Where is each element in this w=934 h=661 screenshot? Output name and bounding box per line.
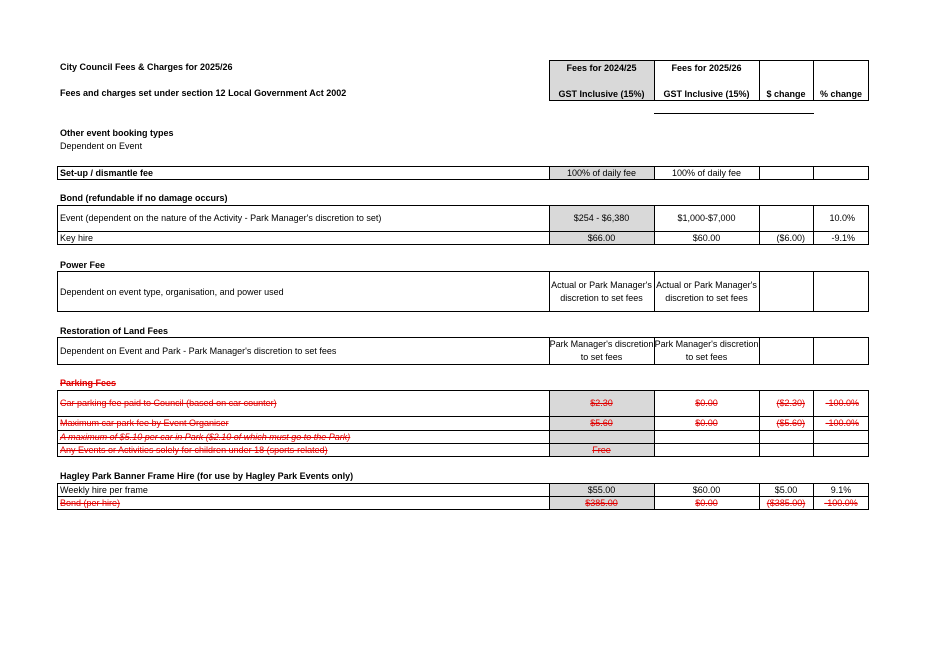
table-row-dollar-change: ($2.30)	[776, 398, 805, 408]
table-row-dollar-change: $5.00	[774, 484, 798, 495]
table-row-label: Key hire	[60, 233, 94, 243]
table-row-dollar-change: ($6.00)	[776, 233, 805, 243]
table-row-fee-2025: $0.00	[695, 398, 718, 408]
table-row-label: Event (dependent on the nature of the Activity - Park Manager's discretion to set)	[60, 213, 382, 223]
table-row-dollar-change: ($5.60)	[776, 418, 805, 428]
other-events-heading: Other event booking types	[60, 128, 174, 138]
table-row-fee-2025: $60.00	[692, 484, 721, 495]
table-row-label: Bond (per hire)	[60, 498, 121, 508]
table-row-pct-change: -100.0%	[825, 398, 859, 408]
table-row-label: Car parking fee paid to Council (based on car counter)	[60, 398, 277, 408]
table-row-fee-2024: $55.00	[587, 484, 616, 495]
power-fee-2025: Actual or Park Manager's discretion to set fees	[656, 279, 757, 303]
page-subtitle: Fees and charges set under section 12 Local Government Act 2002	[60, 88, 347, 98]
table-row-fee-2024: $5.60	[590, 418, 613, 428]
col-fees-2024: Fees for 2024/25	[566, 62, 637, 73]
restoration-fee-2024: Park Manager's discretion to set fees	[549, 339, 654, 362]
setup-label: Set-up / dismantle fee	[60, 168, 154, 178]
setup-fee-2025: 100% of daily fee	[671, 168, 742, 178]
table-row-fee-2025: $0.00	[695, 498, 718, 508]
table-row-fee-2024: $254 - $6,380	[573, 213, 630, 223]
table-row-fee-2024: $385.00	[585, 498, 618, 508]
table-row-fee-2025: $1,000-$7,000	[677, 213, 736, 223]
restoration-label: Dependent on Event and Park - Park Manager's discretion to set fees	[60, 346, 337, 356]
power-fee-2024: Actual or Park Manager's discretion to set fees	[551, 279, 652, 303]
table-row-fee-2025: $0.00	[695, 418, 718, 428]
other-events-note: Dependent on Event	[60, 141, 143, 151]
table-row-fee-2024: $66.00	[587, 233, 616, 243]
table-row-pct-change: -100.0%	[824, 498, 858, 508]
parking-heading: Parking Fees	[60, 378, 117, 388]
bond-heading: Bond (refundable if no damage occurs)	[60, 193, 228, 203]
restoration-fee-2025: Park Manager's discretion to set fees	[654, 339, 759, 362]
power-heading: Power Fee	[60, 260, 106, 270]
col-dollar-change: $ change	[766, 89, 806, 99]
table-row-fee-2025: $60.00	[692, 233, 721, 243]
col-fees-2025: Fees for 2025/26	[671, 62, 742, 73]
banner-heading: Hagley Park Banner Frame Hire (for use by Hagley Park Events only)	[60, 471, 354, 481]
setup-fee-2024: 100% of daily fee	[566, 168, 637, 178]
table-row-label: Weekly hire per frame	[60, 484, 148, 495]
table-row-pct-change: -9.1%	[831, 233, 855, 243]
table-row-dollar-change	[759, 205, 813, 231]
table-row-pct-change: 10.0%	[829, 213, 855, 223]
col-gst-2024: GST Inclusive (15%)	[558, 89, 645, 99]
power-label: Dependent on event type, organisation, and power used	[60, 286, 284, 297]
restoration-heading: Restoration of Land Fees	[60, 326, 169, 336]
table-row-label: Any Events or Activities solely for children under 18 (sports-related)	[60, 445, 328, 455]
table-row-pct-change: 9.1%	[830, 484, 852, 495]
page-title: City Council Fees & Charges for 2025/26	[60, 62, 233, 72]
table-row-fee-2024: $2.30	[590, 398, 613, 408]
table-row-label: A maximum of $5.10 per car in Park ($2.10 of which must go to the Park)	[60, 431, 351, 442]
table-row-dollar-change: ($385.00)	[766, 498, 806, 508]
table-row-label: Maximum car park fee by Event Organiser	[60, 418, 229, 428]
col-gst-2025: GST Inclusive (15%)	[663, 89, 750, 99]
col-pct-change: % change	[819, 89, 862, 99]
table-row-pct-change: -100.0%	[825, 418, 859, 428]
table-row-fee-2024: Free	[592, 445, 611, 455]
